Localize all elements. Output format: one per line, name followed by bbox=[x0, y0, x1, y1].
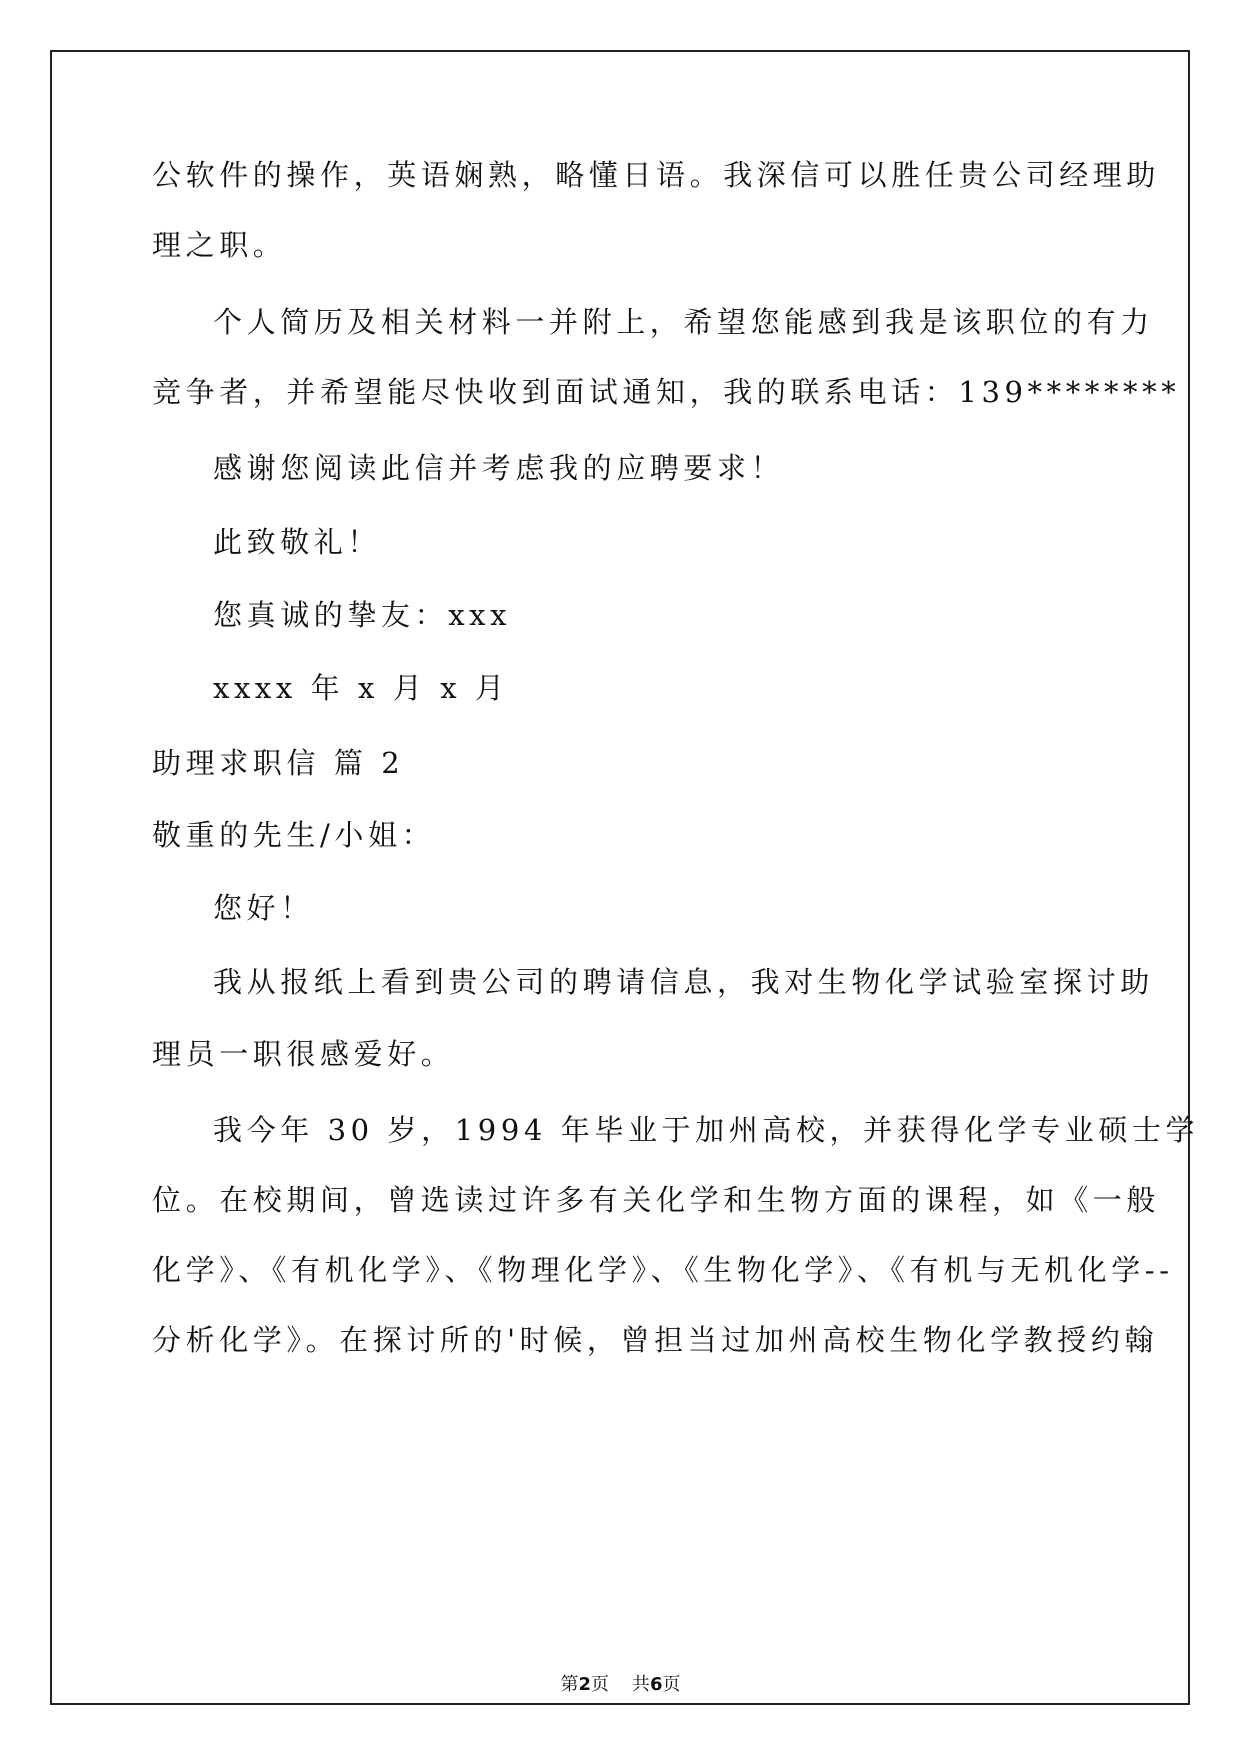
section-heading: 助理求职信 篇 2 bbox=[152, 746, 405, 780]
body-line-1: 公软件的操作，英语娴熟，略懂日语。我深信可以胜任贵公司经理助 bbox=[152, 158, 1161, 192]
body-line-13: 理员一职很感爱好。 bbox=[152, 1037, 455, 1071]
body-line-15: 位。在校期间，曾选读过许多有关化学和生物方面的课程，如《一般 bbox=[152, 1183, 1161, 1217]
footer-current-page: 2 bbox=[578, 1674, 592, 1695]
footer-total-pages: 6 bbox=[649, 1674, 663, 1695]
body-line-6: 此致敬礼！ bbox=[213, 525, 382, 559]
body-line-16: 化学》、《有机化学》、《物理化学》、《生物化学》、《有机与无机化学-- bbox=[152, 1253, 1174, 1287]
salutation: 敬重的先生/小姐： bbox=[152, 818, 436, 852]
page-footer bbox=[0, 1670, 1241, 1696]
body-line-4: 竞争者，并希望能尽快收到面试通知，我的联系电话：139******** bbox=[152, 375, 1181, 409]
body-line-12: 我从报纸上看到贵公司的聘请信息，我对生物化学试验室探讨助 bbox=[213, 965, 1154, 999]
body-line-8: xxxx 年 x 月 x 月 bbox=[213, 671, 509, 705]
footer-mid: 页 共 bbox=[591, 1674, 650, 1695]
body-line-5: 感谢您阅读此信并考虑我的应聘要求！ bbox=[213, 451, 785, 485]
body-line-3: 个人简历及相关材料一并附上，希望您能感到我是该职位的有力 bbox=[213, 305, 1154, 339]
page-border bbox=[50, 50, 1200, 1705]
body-line-2: 理之职。 bbox=[152, 228, 287, 262]
greeting: 您好！ bbox=[213, 891, 314, 925]
body-line-17: 分析化学》。在探讨所的'时候，曾担当过加州高校生物化学教授约翰 bbox=[152, 1323, 1159, 1357]
footer-suffix: 页 bbox=[662, 1674, 681, 1695]
footer-prefix: 第 bbox=[560, 1674, 579, 1695]
body-line-7: 您真诚的挚友：xxx bbox=[213, 598, 512, 632]
body-line-14: 我今年 30 岁，1994 年毕业于加州高校，并获得化学专业硕士学 bbox=[213, 1113, 1200, 1147]
